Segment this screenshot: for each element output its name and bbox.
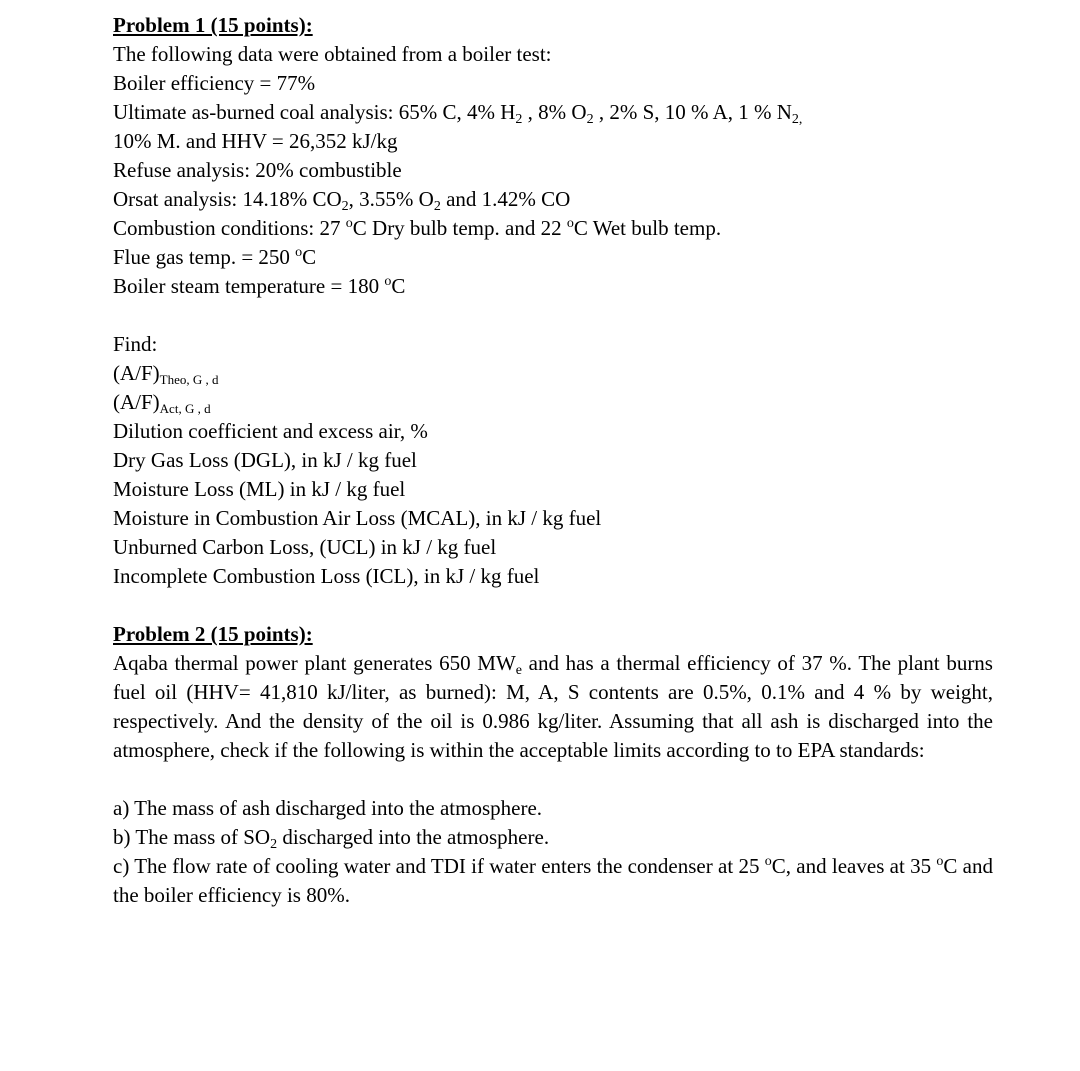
find-item-icl: Incomplete Combustion Loss (ICL), in kJ / kg fuel [113, 564, 540, 588]
mwe-subscript: e [515, 663, 522, 678]
item-c-text-a: c) The flow rate of cooling water and TDI if water enters the condenser at 25 [113, 854, 765, 878]
so2-subscript: 2 [270, 837, 278, 852]
spacer [113, 301, 993, 330]
ultimate-analysis-line1 [113, 98, 993, 127]
find-item-mcal: Moisture in Combustion Air Loss (MCAL), in kJ / kg fuel [113, 506, 602, 530]
combustion-text-c: C Wet bulb temp. [573, 216, 722, 240]
steam-text-b: C [391, 274, 406, 298]
ultimate-text-c: , 2% S, 10 % A, 1 % N [593, 100, 792, 124]
refuse-analysis: Refuse analysis: 20% combustible [113, 158, 402, 182]
orsat-text-c: and 1.42% CO [440, 187, 571, 211]
document-page [113, 11, 993, 910]
combustion-conditions [113, 214, 993, 243]
degree-symbol: o [566, 216, 574, 231]
af-act-text: (A/F) [113, 390, 160, 414]
problem2-item-a: a) The mass of ash discharged into the atmosphere. [113, 796, 543, 820]
orsat-o2-subscript: 2 [433, 199, 441, 214]
problem2-heading: Problem 2 (15 points): [113, 622, 313, 646]
flue-text-b: C [302, 245, 317, 269]
steam-text-a: Boiler steam temperature = 180 [113, 274, 385, 298]
h2-subscript: 2 [515, 112, 523, 127]
o2-subscript: 2 [586, 112, 594, 127]
find-item-af-theo [113, 359, 993, 388]
spacer [113, 765, 993, 794]
combustion-text-b: C Dry bulb temp. and 22 [352, 216, 567, 240]
boiler-efficiency: Boiler efficiency = 77% [113, 71, 316, 95]
orsat-text-a: Orsat analysis: 14.18% CO [113, 187, 342, 211]
problem2-text-a: Aqaba thermal power plant generates 650 MW [113, 651, 516, 675]
flue-text-a: Flue gas temp. = 250 [113, 245, 296, 269]
find-item-dilution: Dilution coefficient and excess air, % [113, 419, 428, 443]
flue-gas-temp [113, 243, 993, 272]
spacer [113, 591, 993, 620]
problem2-item-b [113, 823, 993, 852]
degree-symbol: o [764, 854, 772, 869]
combustion-text-a: Combustion conditions: 27 [113, 216, 346, 240]
problem2-paragraph [113, 649, 993, 765]
ultimate-text-b: , 8% O [522, 100, 587, 124]
problem2-item-c [113, 852, 993, 910]
orsat-analysis [113, 185, 993, 214]
af-theo-subscript: Theo, G , d [159, 372, 219, 387]
ultimate-analysis-line2: 10% M. and HHV = 26,352 kJ/kg [113, 129, 398, 153]
af-act-subscript: Act, G , d [159, 401, 211, 416]
find-item-ml: Moisture Loss (ML) in kJ / kg fuel [113, 477, 406, 501]
orsat-text-b: , 3.55% O [348, 187, 434, 211]
problem1-heading: Problem 1 (15 points): [113, 13, 313, 37]
ultimate-text-a: Ultimate as-burned coal analysis: 65% C, 4% H [113, 100, 516, 124]
co2-subscript: 2 [341, 199, 349, 214]
problem2-text-b: and has a thermal efficiency of 37 %. The plant burns fuel oil (HHV= 41,810 kJ/liter, as burned): M, A, S contents are 0.5%, 0.1% and 4 % by weight, respectively. And the density of the oil is 0.986 kg/liter. Assuming that all ash is discharged into the atmosphere, check if the following is within the acceptable limits according to to EPA standards: [113, 651, 993, 762]
find-item-dgl: Dry Gas Loss (DGL), in kJ / kg fuel [113, 448, 417, 472]
degree-symbol: o [936, 854, 944, 869]
item-b-text-a: b) The mass of SO [113, 825, 271, 849]
find-label: Find: [113, 332, 158, 356]
problem1-intro: The following data were obtained from a boiler test: [113, 42, 552, 66]
item-c-text-c: C and the boiler efficiency is 80%. [113, 854, 994, 907]
n2-subscript: 2, [791, 112, 803, 127]
find-item-af-act [113, 388, 993, 417]
degree-symbol: o [295, 245, 303, 260]
degree-symbol: o [384, 274, 392, 289]
item-b-text-b: discharged into the atmosphere. [277, 825, 550, 849]
boiler-steam-temp [113, 272, 993, 301]
af-theo-text: (A/F) [113, 361, 160, 385]
find-item-ucl: Unburned Carbon Loss, (UCL) in kJ / kg fuel [113, 535, 497, 559]
degree-symbol: o [345, 216, 353, 231]
item-c-text-b: C, and leaves at 35 [771, 854, 937, 878]
